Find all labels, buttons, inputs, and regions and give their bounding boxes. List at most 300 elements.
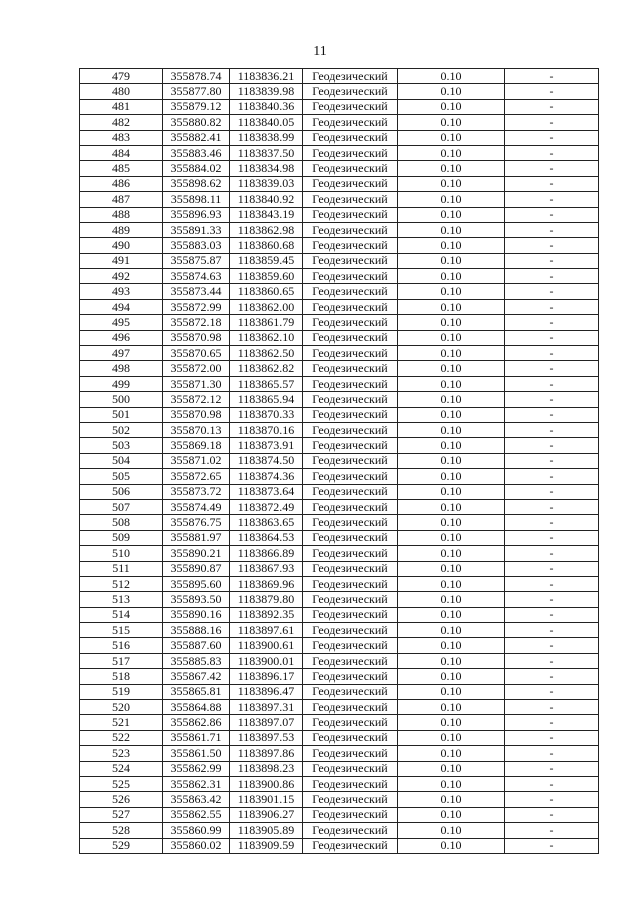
description-cell: -	[505, 407, 599, 422]
precision-cell: 0.10	[398, 346, 505, 361]
point-number-cell: 522	[80, 730, 163, 745]
method-cell: Геодезический	[303, 807, 398, 822]
method-cell: Геодезический	[303, 453, 398, 468]
table-row	[80, 130, 599, 145]
x-coordinate-cell: 355861.71	[163, 730, 230, 745]
table-row	[80, 592, 599, 607]
description-cell: -	[505, 792, 599, 807]
description-cell: -	[505, 669, 599, 684]
x-coordinate-cell: 355883.03	[163, 238, 230, 253]
table-row	[80, 776, 599, 791]
method-cell: Геодезический	[303, 284, 398, 299]
method-cell: Геодезический	[303, 422, 398, 437]
table-row	[80, 192, 599, 207]
table-row	[80, 238, 599, 253]
point-number-cell: 506	[80, 484, 163, 499]
table-row	[80, 546, 599, 561]
description-cell: -	[505, 130, 599, 145]
y-coordinate-cell: 1183862.50	[230, 346, 303, 361]
y-coordinate-cell: 1183843.19	[230, 207, 303, 222]
y-coordinate-cell: 1183863.65	[230, 515, 303, 530]
coordinates-table-body	[80, 69, 599, 854]
point-number-cell: 481	[80, 99, 163, 114]
y-coordinate-cell: 1183839.03	[230, 176, 303, 191]
y-coordinate-cell: 1183867.93	[230, 561, 303, 576]
table-row	[80, 361, 599, 376]
precision-cell: 0.10	[398, 746, 505, 761]
x-coordinate-cell: 355879.12	[163, 99, 230, 114]
precision-cell: 0.10	[398, 238, 505, 253]
table-row	[80, 561, 599, 576]
point-number-cell: 503	[80, 438, 163, 453]
point-number-cell: 519	[80, 684, 163, 699]
x-coordinate-cell: 355872.65	[163, 469, 230, 484]
description-cell: -	[505, 807, 599, 822]
point-number-cell: 498	[80, 361, 163, 376]
description-cell: -	[505, 299, 599, 314]
point-number-cell: 508	[80, 515, 163, 530]
description-cell: -	[505, 746, 599, 761]
point-number-cell: 499	[80, 376, 163, 391]
y-coordinate-cell: 1183840.05	[230, 115, 303, 130]
method-cell: Геодезический	[303, 838, 398, 853]
description-cell: -	[505, 145, 599, 160]
precision-cell: 0.10	[398, 130, 505, 145]
table-row	[80, 623, 599, 638]
description-cell: -	[505, 592, 599, 607]
y-coordinate-cell: 1183839.98	[230, 84, 303, 99]
precision-cell: 0.10	[398, 330, 505, 345]
y-coordinate-cell: 1183897.61	[230, 623, 303, 638]
point-number-cell: 525	[80, 776, 163, 791]
precision-cell: 0.10	[398, 684, 505, 699]
table-row	[80, 392, 599, 407]
precision-cell: 0.10	[398, 823, 505, 838]
description-cell: -	[505, 823, 599, 838]
method-cell: Геодезический	[303, 653, 398, 668]
table-row	[80, 823, 599, 838]
precision-cell: 0.10	[398, 161, 505, 176]
y-coordinate-cell: 1183892.35	[230, 607, 303, 622]
x-coordinate-cell: 355887.60	[163, 638, 230, 653]
precision-cell: 0.10	[398, 145, 505, 160]
y-coordinate-cell: 1183838.99	[230, 130, 303, 145]
description-cell: -	[505, 484, 599, 499]
precision-cell: 0.10	[398, 84, 505, 99]
x-coordinate-cell: 355867.42	[163, 669, 230, 684]
table-row	[80, 99, 599, 114]
precision-cell: 0.10	[398, 176, 505, 191]
x-coordinate-cell: 355862.86	[163, 715, 230, 730]
precision-cell: 0.10	[398, 484, 505, 499]
method-cell: Геодезический	[303, 530, 398, 545]
method-cell: Геодезический	[303, 438, 398, 453]
x-coordinate-cell: 355875.87	[163, 253, 230, 268]
point-number-cell: 512	[80, 576, 163, 591]
point-number-cell: 526	[80, 792, 163, 807]
method-cell: Геодезический	[303, 207, 398, 222]
table-row	[80, 530, 599, 545]
method-cell: Геодезический	[303, 269, 398, 284]
point-number-cell: 494	[80, 299, 163, 314]
method-cell: Геодезический	[303, 176, 398, 191]
precision-cell: 0.10	[398, 623, 505, 638]
precision-cell: 0.10	[398, 253, 505, 268]
x-coordinate-cell: 355869.18	[163, 438, 230, 453]
y-coordinate-cell: 1183840.92	[230, 192, 303, 207]
point-number-cell: 516	[80, 638, 163, 653]
y-coordinate-cell: 1183864.53	[230, 530, 303, 545]
point-number-cell: 502	[80, 422, 163, 437]
y-coordinate-cell: 1183879.80	[230, 592, 303, 607]
table-row	[80, 669, 599, 684]
precision-cell: 0.10	[398, 192, 505, 207]
y-coordinate-cell: 1183897.31	[230, 700, 303, 715]
method-cell: Геодезический	[303, 315, 398, 330]
table-row	[80, 653, 599, 668]
x-coordinate-cell: 355865.81	[163, 684, 230, 699]
method-cell: Геодезический	[303, 330, 398, 345]
x-coordinate-cell: 355870.98	[163, 330, 230, 345]
y-coordinate-cell: 1183834.98	[230, 161, 303, 176]
precision-cell: 0.10	[398, 376, 505, 391]
x-coordinate-cell: 355898.62	[163, 176, 230, 191]
y-coordinate-cell: 1183865.94	[230, 392, 303, 407]
description-cell: -	[505, 207, 599, 222]
point-number-cell: 515	[80, 623, 163, 638]
x-coordinate-cell: 355895.60	[163, 576, 230, 591]
table-row	[80, 115, 599, 130]
precision-cell: 0.10	[398, 515, 505, 530]
page-number: 11	[313, 44, 327, 59]
y-coordinate-cell: 1183873.91	[230, 438, 303, 453]
method-cell: Геодезический	[303, 99, 398, 114]
precision-cell: 0.10	[398, 284, 505, 299]
description-cell: -	[505, 422, 599, 437]
x-coordinate-cell: 355873.72	[163, 484, 230, 499]
x-coordinate-cell: 355870.65	[163, 346, 230, 361]
method-cell: Геодезический	[303, 469, 398, 484]
precision-cell: 0.10	[398, 469, 505, 484]
y-coordinate-cell: 1183862.00	[230, 299, 303, 314]
description-cell: -	[505, 84, 599, 99]
y-coordinate-cell: 1183874.36	[230, 469, 303, 484]
x-coordinate-cell: 355860.02	[163, 838, 230, 853]
table-row	[80, 576, 599, 591]
x-coordinate-cell: 355893.50	[163, 592, 230, 607]
point-number-cell: 485	[80, 161, 163, 176]
method-cell: Геодезический	[303, 576, 398, 591]
y-coordinate-cell: 1183909.59	[230, 838, 303, 853]
precision-cell: 0.10	[398, 422, 505, 437]
point-number-cell: 517	[80, 653, 163, 668]
method-cell: Геодезический	[303, 407, 398, 422]
point-number-cell: 510	[80, 546, 163, 561]
point-number-cell: 524	[80, 761, 163, 776]
y-coordinate-cell: 1183869.96	[230, 576, 303, 591]
x-coordinate-cell: 355871.30	[163, 376, 230, 391]
description-cell: -	[505, 392, 599, 407]
precision-cell: 0.10	[398, 592, 505, 607]
x-coordinate-cell: 355877.80	[163, 84, 230, 99]
precision-cell: 0.10	[398, 361, 505, 376]
precision-cell: 0.10	[398, 715, 505, 730]
description-cell: -	[505, 546, 599, 561]
description-cell: -	[505, 222, 599, 237]
description-cell: -	[505, 776, 599, 791]
table-row	[80, 761, 599, 776]
precision-cell: 0.10	[398, 453, 505, 468]
table-row	[80, 176, 599, 191]
point-number-cell: 501	[80, 407, 163, 422]
description-cell: -	[505, 330, 599, 345]
precision-cell: 0.10	[398, 669, 505, 684]
table-row	[80, 222, 599, 237]
description-cell: -	[505, 376, 599, 391]
table-row	[80, 346, 599, 361]
x-coordinate-cell: 355863.42	[163, 792, 230, 807]
point-number-cell: 495	[80, 315, 163, 330]
table-row	[80, 407, 599, 422]
y-coordinate-cell: 1183840.36	[230, 99, 303, 114]
method-cell: Геодезический	[303, 145, 398, 160]
point-number-cell: 520	[80, 700, 163, 715]
description-cell: -	[505, 361, 599, 376]
method-cell: Геодезический	[303, 515, 398, 530]
x-coordinate-cell: 355880.82	[163, 115, 230, 130]
table-row	[80, 838, 599, 853]
description-cell: -	[505, 761, 599, 776]
method-cell: Геодезический	[303, 84, 398, 99]
description-cell: -	[505, 653, 599, 668]
point-number-cell: 479	[80, 69, 163, 84]
precision-cell: 0.10	[398, 838, 505, 853]
x-coordinate-cell: 355864.88	[163, 700, 230, 715]
point-number-cell: 523	[80, 746, 163, 761]
y-coordinate-cell: 1183900.86	[230, 776, 303, 791]
y-coordinate-cell: 1183901.15	[230, 792, 303, 807]
precision-cell: 0.10	[398, 700, 505, 715]
x-coordinate-cell: 355860.99	[163, 823, 230, 838]
table-row	[80, 607, 599, 622]
method-cell: Геодезический	[303, 222, 398, 237]
description-cell: -	[505, 192, 599, 207]
precision-cell: 0.10	[398, 392, 505, 407]
point-number-cell: 507	[80, 499, 163, 514]
method-cell: Геодезический	[303, 130, 398, 145]
table-row	[80, 807, 599, 822]
description-cell: -	[505, 176, 599, 191]
x-coordinate-cell: 355896.93	[163, 207, 230, 222]
method-cell: Геодезический	[303, 638, 398, 653]
table-row	[80, 515, 599, 530]
table-row	[80, 161, 599, 176]
x-coordinate-cell: 355885.83	[163, 653, 230, 668]
y-coordinate-cell: 1183896.47	[230, 684, 303, 699]
table-row	[80, 484, 599, 499]
precision-cell: 0.10	[398, 730, 505, 745]
point-number-cell: 497	[80, 346, 163, 361]
method-cell: Геодезический	[303, 715, 398, 730]
y-coordinate-cell: 1183898.23	[230, 761, 303, 776]
description-cell: -	[505, 515, 599, 530]
method-cell: Геодезический	[303, 346, 398, 361]
description-cell: -	[505, 607, 599, 622]
precision-cell: 0.10	[398, 576, 505, 591]
x-coordinate-cell: 355890.87	[163, 561, 230, 576]
table-row	[80, 730, 599, 745]
method-cell: Геодезический	[303, 192, 398, 207]
point-number-cell: 490	[80, 238, 163, 253]
table-row	[80, 145, 599, 160]
method-cell: Геодезический	[303, 684, 398, 699]
y-coordinate-cell: 1183861.79	[230, 315, 303, 330]
method-cell: Геодезический	[303, 499, 398, 514]
description-cell: -	[505, 69, 599, 84]
table-row	[80, 330, 599, 345]
x-coordinate-cell: 355890.16	[163, 607, 230, 622]
table-row	[80, 299, 599, 314]
y-coordinate-cell: 1183862.98	[230, 222, 303, 237]
x-coordinate-cell: 355872.00	[163, 361, 230, 376]
x-coordinate-cell: 355870.13	[163, 422, 230, 437]
point-number-cell: 527	[80, 807, 163, 822]
description-cell: -	[505, 269, 599, 284]
y-coordinate-cell: 1183905.89	[230, 823, 303, 838]
point-number-cell: 514	[80, 607, 163, 622]
x-coordinate-cell: 355882.41	[163, 130, 230, 145]
y-coordinate-cell: 1183859.45	[230, 253, 303, 268]
description-cell: -	[505, 469, 599, 484]
precision-cell: 0.10	[398, 653, 505, 668]
y-coordinate-cell: 1183836.21	[230, 69, 303, 84]
y-coordinate-cell: 1183870.16	[230, 422, 303, 437]
point-number-cell: 492	[80, 269, 163, 284]
y-coordinate-cell: 1183865.57	[230, 376, 303, 391]
x-coordinate-cell: 355861.50	[163, 746, 230, 761]
x-coordinate-cell: 355872.18	[163, 315, 230, 330]
y-coordinate-cell: 1183874.50	[230, 453, 303, 468]
y-coordinate-cell: 1183860.65	[230, 284, 303, 299]
point-number-cell: 491	[80, 253, 163, 268]
point-number-cell: 505	[80, 469, 163, 484]
y-coordinate-cell: 1183873.64	[230, 484, 303, 499]
method-cell: Геодезический	[303, 115, 398, 130]
y-coordinate-cell: 1183859.60	[230, 269, 303, 284]
x-coordinate-cell: 355872.12	[163, 392, 230, 407]
precision-cell: 0.10	[398, 207, 505, 222]
y-coordinate-cell: 1183837.50	[230, 145, 303, 160]
description-cell: -	[505, 838, 599, 853]
table-row	[80, 684, 599, 699]
precision-cell: 0.10	[398, 561, 505, 576]
x-coordinate-cell: 355874.63	[163, 269, 230, 284]
description-cell: -	[505, 499, 599, 514]
point-number-cell: 529	[80, 838, 163, 853]
description-cell: -	[505, 315, 599, 330]
table-row	[80, 499, 599, 514]
point-number-cell: 484	[80, 145, 163, 160]
description-cell: -	[505, 115, 599, 130]
method-cell: Геодезический	[303, 623, 398, 638]
x-coordinate-cell: 355862.31	[163, 776, 230, 791]
description-cell: -	[505, 453, 599, 468]
method-cell: Геодезический	[303, 607, 398, 622]
method-cell: Геодезический	[303, 376, 398, 391]
y-coordinate-cell: 1183897.07	[230, 715, 303, 730]
coordinates-table	[79, 68, 599, 854]
description-cell: -	[505, 438, 599, 453]
description-cell: -	[505, 530, 599, 545]
table-row	[80, 700, 599, 715]
method-cell: Геодезический	[303, 730, 398, 745]
precision-cell: 0.10	[398, 546, 505, 561]
method-cell: Геодезический	[303, 746, 398, 761]
point-number-cell: 480	[80, 84, 163, 99]
description-cell: -	[505, 623, 599, 638]
description-cell: -	[505, 284, 599, 299]
precision-cell: 0.10	[398, 115, 505, 130]
y-coordinate-cell: 1183866.89	[230, 546, 303, 561]
point-number-cell: 511	[80, 561, 163, 576]
y-coordinate-cell: 1183897.86	[230, 746, 303, 761]
precision-cell: 0.10	[398, 638, 505, 653]
table-row	[80, 269, 599, 284]
y-coordinate-cell: 1183860.68	[230, 238, 303, 253]
description-cell: -	[505, 700, 599, 715]
description-cell: -	[505, 715, 599, 730]
method-cell: Геодезический	[303, 299, 398, 314]
x-coordinate-cell: 355872.99	[163, 299, 230, 314]
x-coordinate-cell: 355870.98	[163, 407, 230, 422]
table-row	[80, 746, 599, 761]
method-cell: Геодезический	[303, 669, 398, 684]
method-cell: Геодезический	[303, 69, 398, 84]
point-number-cell: 496	[80, 330, 163, 345]
x-coordinate-cell: 355898.11	[163, 192, 230, 207]
point-number-cell: 509	[80, 530, 163, 545]
x-coordinate-cell: 355874.49	[163, 499, 230, 514]
y-coordinate-cell: 1183870.33	[230, 407, 303, 422]
y-coordinate-cell: 1183896.17	[230, 669, 303, 684]
precision-cell: 0.10	[398, 69, 505, 84]
point-number-cell: 486	[80, 176, 163, 191]
x-coordinate-cell: 355883.46	[163, 145, 230, 160]
description-cell: -	[505, 99, 599, 114]
x-coordinate-cell: 355891.33	[163, 222, 230, 237]
precision-cell: 0.10	[398, 269, 505, 284]
point-number-cell: 489	[80, 222, 163, 237]
precision-cell: 0.10	[398, 530, 505, 545]
table-row	[80, 253, 599, 268]
method-cell: Геодезический	[303, 361, 398, 376]
y-coordinate-cell: 1183900.61	[230, 638, 303, 653]
point-number-cell: 518	[80, 669, 163, 684]
method-cell: Геодезический	[303, 823, 398, 838]
point-number-cell: 483	[80, 130, 163, 145]
x-coordinate-cell: 355888.16	[163, 623, 230, 638]
x-coordinate-cell: 355873.44	[163, 284, 230, 299]
precision-cell: 0.10	[398, 807, 505, 822]
description-cell: -	[505, 346, 599, 361]
precision-cell: 0.10	[398, 438, 505, 453]
description-cell: -	[505, 561, 599, 576]
point-number-cell: 493	[80, 284, 163, 299]
description-cell: -	[505, 253, 599, 268]
point-number-cell: 488	[80, 207, 163, 222]
precision-cell: 0.10	[398, 776, 505, 791]
description-cell: -	[505, 684, 599, 699]
